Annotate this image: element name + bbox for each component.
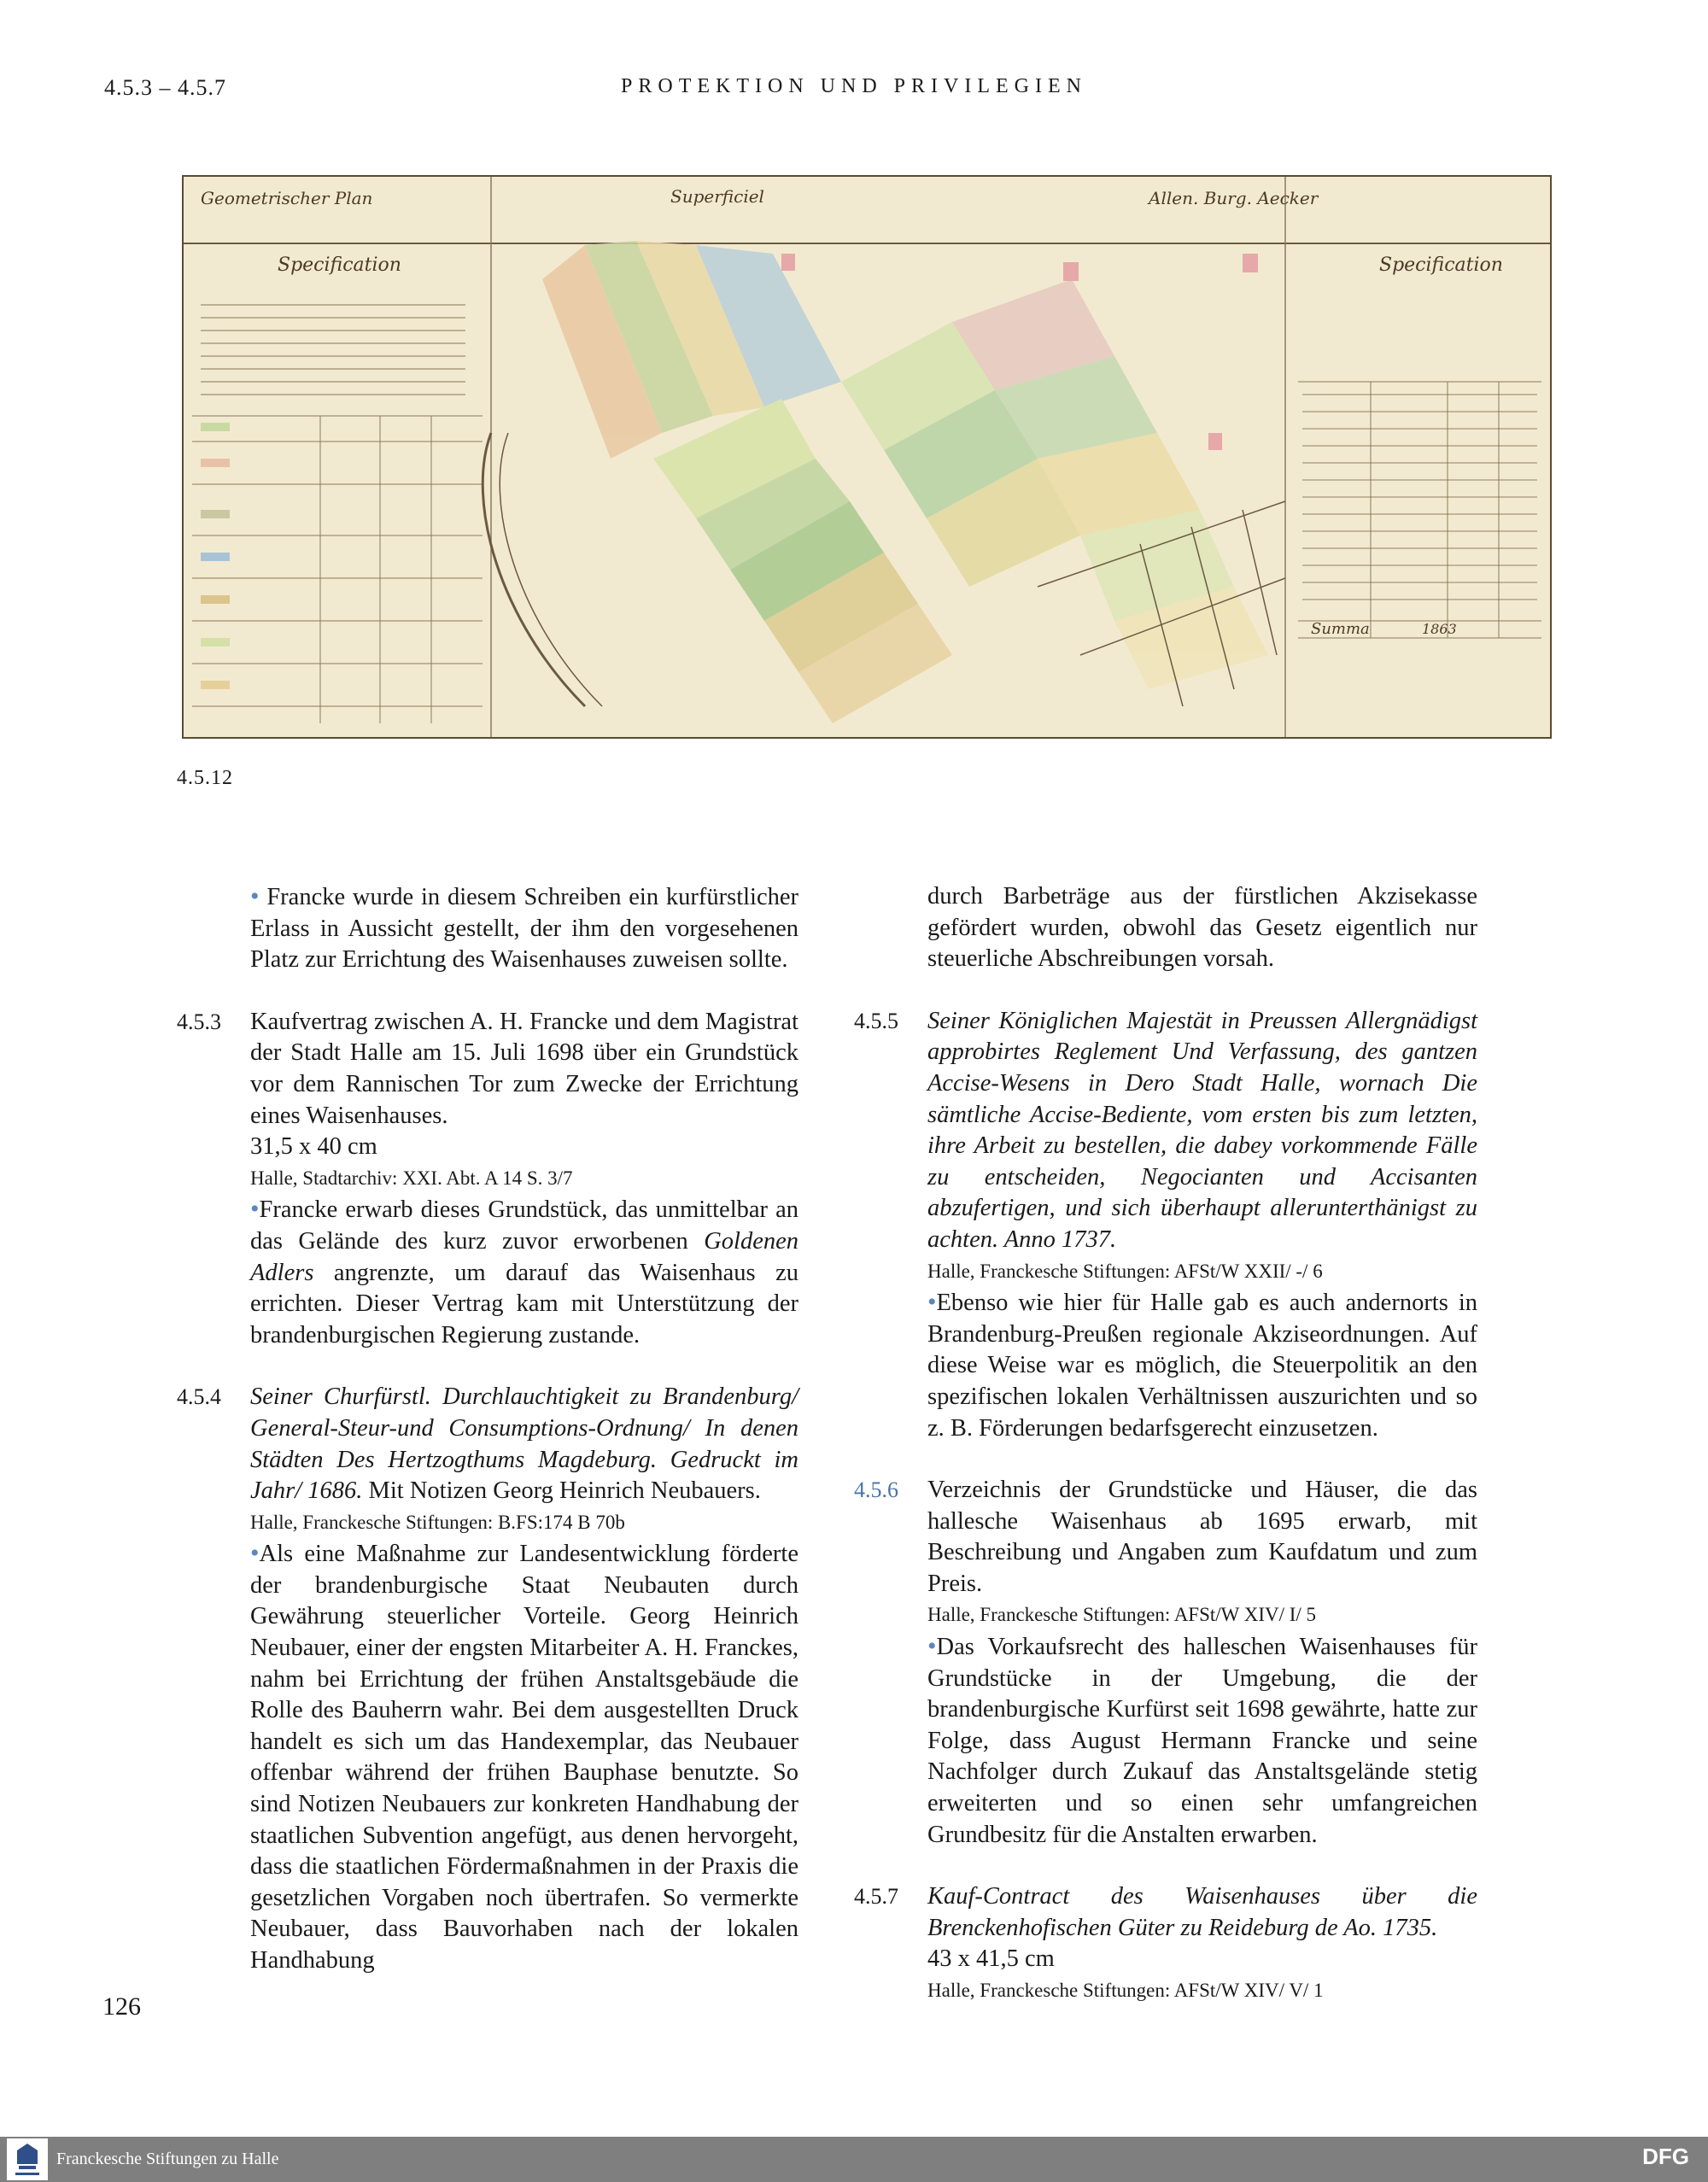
map-title-middle: Superficiel — [670, 186, 764, 207]
map-drawing — [184, 177, 1550, 737]
bullet: • — [250, 1195, 260, 1224]
entry-source: Halle, Franckesche Stiftungen: AFSt/W XIV/ I/ 5 — [927, 1604, 1317, 1626]
right-column — [854, 881, 1477, 2007]
entry-source: Halle, Franckesche Stiftungen: B.FS:174 B 70b — [250, 1511, 625, 1533]
entry-note — [250, 1194, 798, 1351]
intro-note-text: Francke wurde in diesem Schreiben ein kurfürstlicher Erlass in Aussicht gestellt, der ihm den vorgesehenen Platz zur Errichtung des Waisenhauses zuweisen sollte. — [250, 884, 798, 974]
institution-logo-icon — [7, 2138, 48, 2180]
map-title-right: Allen. Burg. Aecker — [1149, 188, 1319, 208]
entry-title: Kaufvertrag zwischen A. H. Francke und dem Magistrat der Stadt Halle am 15. Juli 1698 über ein Grundstück vor dem Rannischen Tor zum Zwecke der Errichtung eines Waisenhauses. — [250, 1008, 798, 1129]
entry-note-text: Das Vorkaufsrecht des halleschen Waisenhauses für Grundstücke in der Umgebung, die der brandenburgische Kurfürst seit 1698 gewährte, hatte zur Folge, dass August Hermann Francke und seine Nachfolger durch Zukauf das Anstaltsgelände stetig erweiterten und so einen sehr umfangreichen Grundbesitz für die Anstalten erwarben. — [927, 1634, 1477, 1848]
entry-size: 31,5 x 40 cm — [250, 1133, 377, 1161]
bullet: • — [250, 1539, 260, 1568]
entry-note-text-2: angrenzte, um darauf das Waisenhaus zu errichten. Dieser Vertrag kam mit Unterstützung der brandenburgischen Regierung zustande. — [250, 1259, 798, 1348]
entry-title: Kauf-Contract des Waisenhauses über die Brenckenhofischen Güter zu Reideburg de Ao. 1735. — [927, 1883, 1477, 1941]
map-spec-left: Specification — [278, 254, 401, 276]
running-title: PROTEKTION UND PRIVILEGIEN — [621, 75, 1087, 97]
intro-note — [177, 881, 798, 976]
entry-note-text: Ebenso wie hier für Halle gab es auch andernorts in Brandenburg-Preußen regionale Akziseordnungen. Auf diese Weise war es möglich, die Steuerpolitik an den spezifischen lokalen Verhältnissen auszurichten und so z. B. Förderungen bedarfsgerecht einzusetzen. — [927, 1290, 1477, 1442]
entry-note-italic: Goldenen Adlers — [250, 1227, 798, 1286]
bullet: • — [250, 882, 260, 910]
entry-title: Verzeichnis der Grundstücke und Häuser, die das hallesche Waisenhaus ab 1695 erwarb, mit Beschreibung und Angaben zum Kaufdatum und zum Preis. — [927, 1477, 1477, 1597]
entry-source: Halle, Stadtarchiv: XXI. Abt. A 14 S. 3/7 — [250, 1167, 573, 1189]
historic-map-image — [182, 175, 1552, 739]
entry-note — [250, 1538, 798, 1976]
entry-4-5-4 — [177, 1382, 798, 1976]
map-summa: Summa — [1311, 620, 1370, 638]
page-number: 126 — [102, 1992, 141, 2021]
bullet: • — [927, 1288, 937, 1317]
map-title-left: Geometrischer Plan — [201, 188, 373, 208]
left-column — [177, 881, 798, 1977]
entry-note — [927, 1287, 1477, 1444]
entry-source: Halle, Franckesche Stiftungen: AFSt/W XXII/ -/ 6 — [927, 1260, 1323, 1282]
header-range: 4.5.3 – 4.5.7 — [104, 75, 226, 100]
entry-4-5-3 — [177, 1007, 798, 1352]
entry-number: 4.5.5 — [854, 1008, 898, 1033]
map-spec-right: Specification — [1379, 254, 1503, 276]
entry-source: Halle, Franckesche Stiftungen: AFSt/W XIV/ V/ 1 — [927, 1980, 1324, 2001]
figure-caption: 4.5.12 — [177, 767, 233, 789]
continuation-text: durch Barbeträge aus der fürstlichen Akzisekasse gefördert wurden, obwohl das Gesetz eigentlich nur steuerliche Abschreibungen vorsah. — [927, 883, 1477, 973]
entry-4-5-7 — [854, 1881, 1477, 2006]
entry-note-text: Als eine Maßnahme zur Landesentwicklung förderte der brandenburgische Staat Neubauten durch Gewährung steuerlicher Vorteile. Georg Heinrich Neubauer, einer der engsten Mitarbeiter A. H. Franckes, nahm bei Errichtung der frühen Anstaltsgebäude die Rolle des Bauherrn wahr. Bei dem ausgestellten Druck handelt es sich um das Handexemplar, das Neubauer offenbar während der frühen Bauphase benutzte. So sind Notizen Neubauers zur konkreten Handhabung der staatlichen Subvention angefügt, aus denen hervorgeht, dass die staatlichen Fördermaßnahmen in der Praxis die gesetzlichen Vorgaben noch übertrafen. So vermerkte Neubauer, dass Bauvorhaben nach der lokalen Handhabung — [250, 1541, 798, 1974]
entry-title-italic: Seiner Churfürstl. Durchlauchtigkeit zu Brandenburg/ General-Steur-und Consumptions-Ordnung/ In denen Städten Des Hertzogthums Magdeburg. Gedruckt im Jahr/ 1686. — [250, 1383, 798, 1505]
entry-size: 43 x 41,5 cm — [927, 1945, 1055, 1973]
entry-number: 4.5.4 — [177, 1384, 221, 1410]
entry-4-5-6 — [854, 1475, 1477, 1851]
bullet: • — [927, 1632, 937, 1661]
entry-title: Seiner Königlichen Majestät in Preussen Allergnädigst approbirtes Reglement Und Verfassung, des gantzen Accise-Wesens in Dero Stadt Halle, wornach Die sämtliche Accise-Bediente, vom ersten bis zum letzten, ihre Arbeit zu bestellen, die dabey vorkommende Fälle zu entscheiden, Negocianten und Accisanten abzufertigen, und sich überhaupt allerunterthänigst zu achten. Anno 1737. — [927, 1007, 1477, 1253]
entry-note-text-1: Francke erwarb dieses Grundstück, das unmittelbar an das Gelände des kurz zuvor erworbenen — [250, 1196, 798, 1255]
entry-number: 4.5.6 — [854, 1477, 898, 1503]
entry-note — [927, 1631, 1477, 1851]
entry-number: 4.5.3 — [177, 1009, 221, 1034]
entry-number: 4.5.7 — [854, 1884, 898, 1910]
entry-title — [250, 1382, 798, 1506]
footer-institution[interactable]: Franckesche Stiftungen zu Halle — [56, 2150, 279, 2168]
map-summa-value: 1863 — [1422, 621, 1457, 637]
entry-4-5-5 — [854, 1006, 1477, 1444]
dfg-logo[interactable]: DFG — [1642, 2144, 1689, 2169]
entry-title-plain: Mit Notizen Georg Heinrich Neubauers. — [362, 1477, 761, 1505]
